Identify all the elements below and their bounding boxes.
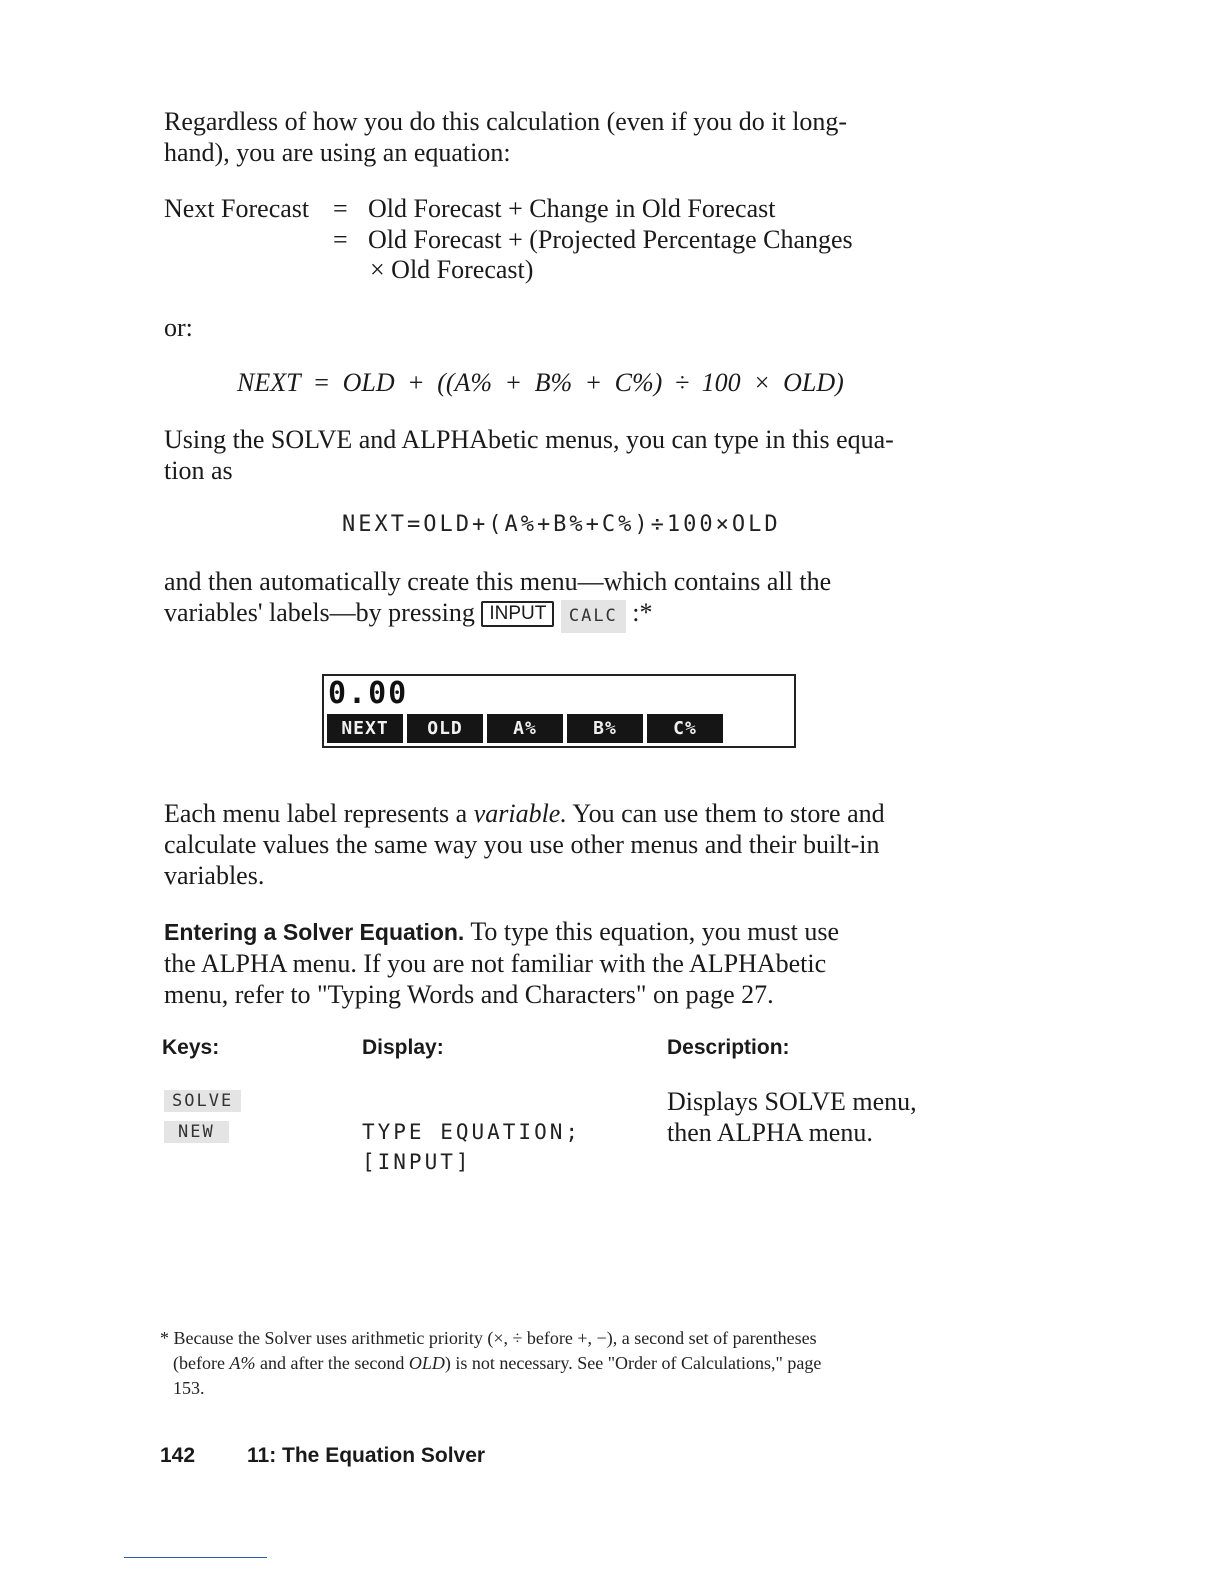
table-header-description: Description: (667, 1036, 790, 1059)
menu-key-b: B% (567, 714, 643, 743)
variable-line-2: calculate values the same way you use other menus and their built-in (164, 830, 880, 859)
description-line-2: then ALPHA menu. (667, 1118, 873, 1147)
footnote-line-2 (160, 1351, 960, 1376)
key-new (164, 1121, 229, 1143)
menu-key-next: NEXT (327, 714, 403, 743)
variable-line-1-prefix: Each menu label represents a (164, 799, 468, 828)
menu-line-1: and then automatically create this menu—which contains all the (164, 567, 832, 596)
entering-heading: Entering a Solver Equation. (164, 919, 465, 945)
display-line-2: [INPUT] (362, 1150, 472, 1174)
menu-key-a: A% (487, 714, 563, 743)
word-equation-row-2: Old Forecast + (Projected Percentage Changes (368, 225, 853, 254)
variable-line-1-suffix: You can use them to store and (572, 799, 885, 828)
solve-softkey: SOLVE (164, 1090, 241, 1112)
solve-paragraph (164, 424, 894, 486)
menu-line-2-suffix: :* (632, 598, 653, 627)
solve-line-2: tion as (164, 456, 233, 485)
word-equation-equals-2: = (333, 225, 348, 254)
word-equation-row-3: × Old Forecast) (370, 255, 534, 284)
entering-line-1-text: To type this equation, you must use (470, 917, 840, 946)
table-header-keys: Keys: (162, 1036, 220, 1059)
input-key: INPUT (481, 601, 554, 627)
typed-equation: NEXT=OLD+(A%+B%+C%)÷100×OLD (342, 512, 781, 537)
solve-line-1: Using the SOLVE and ALPHAbetic menus, you can type in this equa- (164, 425, 894, 454)
variable-term: variable. (473, 799, 567, 828)
calc-softkey: CALC (561, 600, 626, 633)
intro-line-2: hand), you are using an equation: (164, 138, 511, 167)
new-softkey: NEW (164, 1121, 229, 1143)
entering-line-3: menu, refer to "Typing Words and Characters" on page 27. (164, 980, 774, 1009)
display-value: 0.00 (328, 676, 409, 711)
chapter-title: 11: The Equation Solver (247, 1444, 486, 1467)
or-label: or: (164, 313, 193, 342)
entering-line-1 (164, 916, 839, 948)
intro-line-1: Regardless of how you do this calculation (even if you do it long- (164, 107, 848, 136)
variable-line-3: variables. (164, 861, 265, 890)
footnote-old: OLD (408, 1353, 445, 1373)
variable-line-1 (164, 798, 885, 829)
footnote-line-3: 153. (173, 1378, 205, 1398)
entering-paragraph (164, 916, 839, 1010)
footer-rule (124, 1557, 267, 1558)
footnote (160, 1326, 960, 1401)
symbolic-equation: NEXT = OLD + ((A% + B% + C%) ÷ 100 × OLD) (237, 368, 844, 397)
entering-line-2: the ALPHA menu. If you are not familiar with the ALPHAbetic (164, 949, 827, 978)
word-equation-equals-1: = (333, 194, 348, 223)
menu-key-c: C% (647, 714, 723, 743)
menu-key-old: OLD (407, 714, 483, 743)
menu-line-2 (164, 597, 831, 633)
display-menu-row (327, 714, 723, 743)
key-solve (164, 1090, 241, 1112)
intro-paragraph (164, 106, 847, 168)
footnote-line-2-c: ) is not necessary. See "Order of Calculations," page (444, 1353, 822, 1373)
table-header-display: Display: (362, 1036, 444, 1059)
description-line-1: Displays SOLVE menu, (667, 1087, 917, 1116)
description-cell (667, 1086, 917, 1148)
word-equation-lhs: Next Forecast (164, 194, 310, 223)
word-equation-row-1: Old Forecast + Change in Old Forecast (368, 194, 776, 223)
footnote-line-1: * Because the Solver uses arithmetic priority (×, ÷ before +, −), a second set of parentheses (160, 1328, 817, 1348)
display-line-1: TYPE EQUATION; (362, 1120, 582, 1144)
menu-paragraph (164, 566, 831, 633)
page-number: 142 (160, 1444, 196, 1467)
footnote-a-percent: A% (229, 1353, 256, 1373)
variable-paragraph (164, 798, 885, 891)
footnote-line-2-a: (before (173, 1353, 225, 1373)
calculator-display (322, 674, 796, 748)
footnote-line-2-b: and after the second (259, 1353, 405, 1373)
menu-line-2-text: variables' labels—by pressing (164, 598, 475, 627)
